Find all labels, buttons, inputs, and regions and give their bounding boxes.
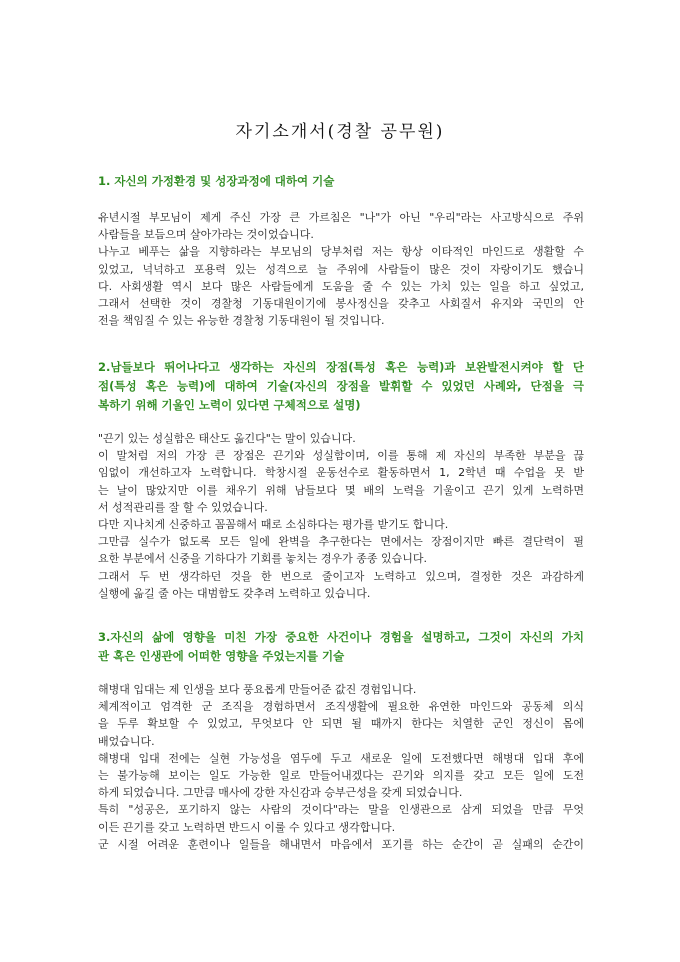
body-line: 하게 되었습니다. 그만큼 매사에 강한 자신감과 승부근성을 갖게 되었습니다.	[98, 786, 463, 800]
body-line: 해병대 입대 전에는 실현 가능성을 염두에 두고 새로운 일에 도전했다면 해병대 입대 후에	[98, 751, 584, 765]
section-2	[98, 358, 584, 602]
body-line: 다만 지나치게 신중하고 꼼꼼해서 때로 소심하다는 평가를 받기도 합니다.	[98, 518, 449, 532]
body-line: 그래서 선택한 것이 경찰청 기동대원이기에 봉사정신을 갖추고 사회질서 유지와 국민의 안	[98, 297, 584, 311]
section-heading	[98, 172, 584, 191]
body-line: 이 말처럼 저의 가장 큰 장점은 끈기와 성실함이며, 이를 통해 제 자신의 부족한 부분을 끊	[98, 449, 584, 463]
body-line: 임없이 개선하고자 노력합니다. 학창시절 운동선수로 활동하면서 1, 2학년 때 수업을 못 받	[98, 466, 584, 480]
heading-line: 복하기 위해 기울인 노력이 있다면 구체적으로 설명)	[98, 398, 361, 412]
section-body	[98, 681, 584, 853]
body-line: 실행에 옮길 줄 아는 대범함도 갖추려 노력하고 있습니다.	[98, 586, 371, 600]
body-line: 전을 책임질 수 있는 유능한 경찰청 기동대원이 될 것입니다.	[98, 314, 385, 328]
heading-line: 관 혹은 인생관에 어떠한 영향을 주었는지를 기술	[98, 649, 345, 663]
section-body	[98, 430, 584, 602]
heading-line: 점(특성 혹은 능력)에 대하여 기술(자신의 장점을 발휘할 수 있었던 사례와, 단점을 극	[98, 379, 584, 393]
body-line: 군 시절 어려운 훈련이나 일들을 해내면서 마음에서 포기를 하는 순간이 곧 실패의 순간이	[98, 837, 584, 851]
body-line: 유년시절 부모님이 제게 주신 가장 큰 가르침은 "나"가 아닌 "우리"라는 사고방식으로 주위	[98, 211, 584, 224]
body-line: 해병대 입대는 제 인생을 보다 풍요롭게 만들어준 값진 경험입니다.	[98, 683, 417, 696]
document-title: 자기소개서(경찰 공무원)	[235, 122, 445, 142]
body-line: 배었습니다.	[98, 734, 155, 748]
body-line: 요한 부분에서 신중을 기하다가 기회를 놓치는 경우가 종종 있습니다.	[98, 552, 427, 566]
heading-line: 2.남들보다 뛰어나다고 생각하는 자신의 장점(특성 혹은 능력)과 보완발전시켜야 할 단	[98, 360, 584, 374]
body-line: 사람들을 보듬으며 살아가라는 것이었습니다.	[98, 228, 314, 242]
body-line: 있었고, 넉넉하고 포용력 있는 성격으로 늘 주위에 사람들이 많은 것이 자랑이기도 했습니	[98, 262, 584, 276]
section-heading	[98, 628, 584, 666]
body-line: 그래서 두 번 생각하던 것을 한 번으로 줄이고자 노력하고 있으며, 결정한 것은 과감하게	[98, 569, 584, 583]
body-line: 다. 사회생활 역시 보다 많은 사람들에게 도움을 줄 수 있는 가치 있는 일을 하고 싶었고,	[98, 279, 584, 293]
body-line: 서 성적관리를 잘 할 수 있었습니다.	[98, 500, 268, 514]
body-line: 그만큼 실수가 없도록 모든 일에 완벽을 추구한다는 면에서는 장점이지만 빠른 결단력이 필	[98, 535, 584, 549]
body-line: 을 두루 확보할 수 있었고, 무엇보다 안 되면 될 때까지 한다는 치열한 군인 정신이 몸에	[98, 717, 584, 731]
body-line: 특히 "성공은, 포기하지 않는 사람의 것이다"라는 말을 인생관으로 삼게 되었을 만큼 무엇	[98, 803, 584, 817]
body-line: 는 날이 많았지만 이를 채우기 위해 남들보다 몇 배의 노력을 기울이고 끈기 있게 노력하면	[98, 483, 584, 497]
body-line: 나누고 베푸는 삶을 지향하라는 부모님의 당부처럼 저는 항상 이타적인 마인드로 생활할 수	[98, 245, 584, 259]
body-line: 체계적이고 엄격한 군 조직을 경험하면서 조직생활에 필요한 유연한 마인드와 공동체 의식	[98, 700, 584, 714]
body-line: 는 불가능해 보이는 일도 가능한 일로 만들어내겠다는 끈기와 의지를 갖고 모든 일에 도전	[98, 769, 584, 783]
body-line: "끈기 있는 성실함은 태산도 옮긴다"는 말이 있습니다.	[98, 432, 356, 445]
section-1	[98, 172, 584, 329]
body-line: 이든 끈기를 갖고 노력하면 반드시 이룰 수 있다고 생각합니다.	[98, 820, 396, 834]
section-body	[98, 209, 584, 329]
section-3	[98, 628, 584, 853]
section-heading	[98, 358, 584, 415]
heading-line: 3.자신의 삶에 영향을 미친 가장 중요한 사건이나 경험을 설명하고, 그것이 자신의 가치	[98, 630, 584, 644]
heading-line: 1. 자신의 가정환경 및 성장과정에 대하여 기술	[98, 174, 335, 188]
